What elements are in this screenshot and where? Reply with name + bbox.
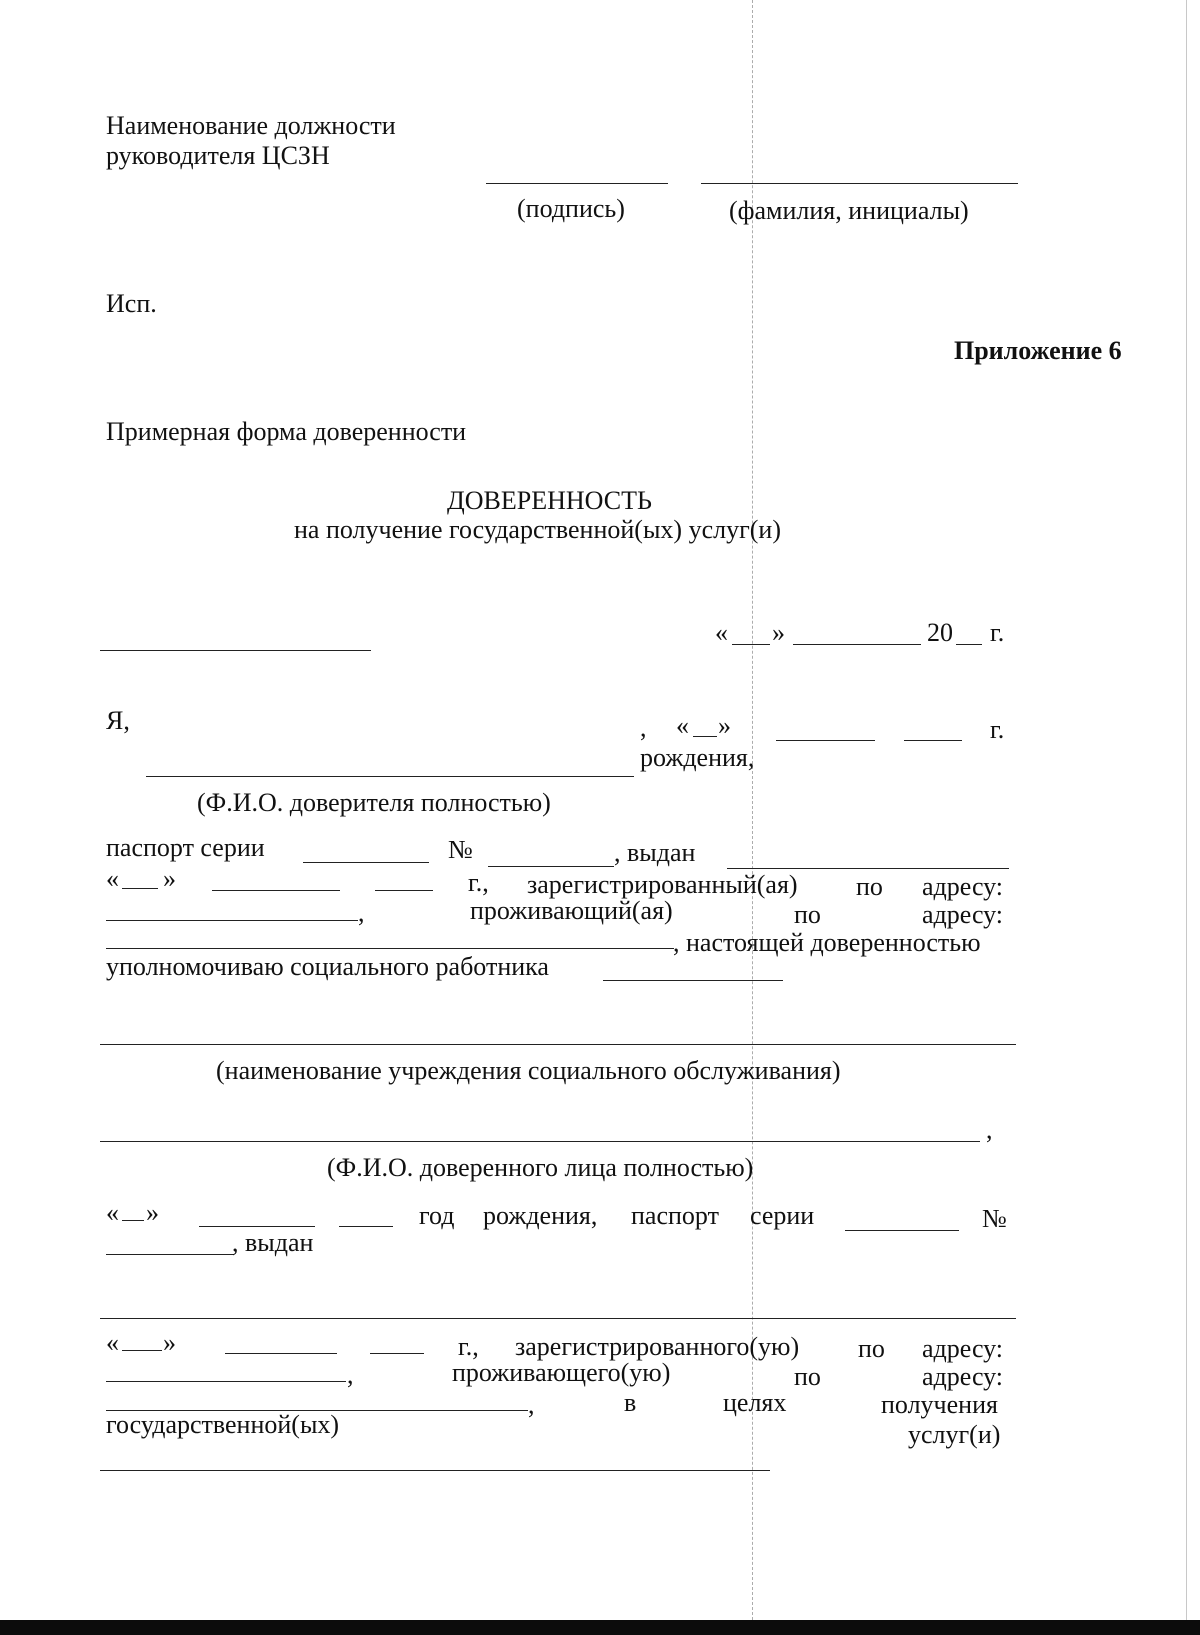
agent-issue-year-line bbox=[370, 1353, 424, 1354]
agent-issue-day-line bbox=[122, 1350, 162, 1351]
agent-series-line bbox=[845, 1230, 959, 1231]
issue-year-reg: г., bbox=[468, 868, 489, 897]
authorize-label: уполномочиваю социального работника bbox=[106, 952, 549, 981]
passport-series-label: паспорт серии bbox=[106, 833, 265, 862]
agent-month-line bbox=[199, 1226, 315, 1227]
passport-number-line bbox=[488, 866, 614, 867]
hereby-label: , настоящей доверенностью bbox=[673, 928, 981, 957]
birth-day-line bbox=[693, 736, 717, 737]
birth-month-line bbox=[776, 740, 875, 741]
date-day-open: « bbox=[715, 618, 728, 647]
issue-day-line bbox=[122, 888, 158, 889]
executor-label: Исп. bbox=[106, 289, 157, 318]
principal-comma: , bbox=[640, 713, 647, 742]
birth-day-open: « bbox=[676, 711, 689, 740]
reg-address-comma: , bbox=[358, 898, 365, 927]
agent-issue-day-open: « bbox=[106, 1328, 119, 1357]
registered-address: адресу: bbox=[922, 872, 1004, 901]
name-caption: (фамилия, инициалы) bbox=[729, 196, 969, 225]
position-label-line2: руководителя ЦСЗН bbox=[106, 141, 330, 170]
passport-issued-label: , выдан bbox=[614, 838, 696, 867]
residing-by: по bbox=[794, 900, 821, 929]
name-line bbox=[701, 183, 1018, 184]
agent-number-sign: № bbox=[982, 1204, 1007, 1233]
page-edge bbox=[1186, 0, 1187, 1620]
agent-year-birth: год bbox=[419, 1201, 455, 1230]
agent-residing-address: адресу: bbox=[922, 1362, 1004, 1391]
agent-year-line bbox=[339, 1226, 393, 1227]
signature-caption: (подпись) bbox=[517, 194, 625, 223]
principal-name-line bbox=[146, 776, 634, 777]
institution-line bbox=[100, 1044, 1016, 1045]
document-title: ДОВЕРЕННОСТЬ bbox=[447, 486, 652, 515]
signature-line bbox=[486, 183, 668, 184]
birth-year-suffix: г. bbox=[990, 715, 1005, 744]
birth-day-close: » bbox=[718, 711, 731, 740]
agent-issue-month-line bbox=[225, 1353, 337, 1354]
appendix-label: Приложение 6 bbox=[954, 336, 1122, 365]
state-label: государственной(ых) bbox=[106, 1410, 340, 1439]
date-year-suffix: г. bbox=[990, 618, 1005, 647]
agent-issue-day-close: » bbox=[163, 1328, 176, 1357]
issue-month-line bbox=[212, 890, 340, 891]
issue-year-line bbox=[375, 890, 433, 891]
agent-reg-address-line bbox=[106, 1381, 346, 1382]
birth-year-line bbox=[904, 740, 962, 741]
agent-passport: паспорт bbox=[631, 1201, 719, 1230]
registered-by: по bbox=[856, 872, 883, 901]
page-fold-line bbox=[752, 0, 753, 1620]
agent-day-line bbox=[122, 1220, 144, 1221]
agent-issue-year-reg: г., bbox=[458, 1332, 479, 1361]
document-subtitle: на получение государственной(ых) услуг(и) bbox=[294, 515, 781, 544]
date-month-line bbox=[793, 644, 921, 645]
agent-registered-address: адресу: bbox=[922, 1334, 1004, 1363]
services-label: услуг(и) bbox=[908, 1420, 1001, 1449]
place-line bbox=[100, 650, 371, 651]
purpose-label: целях bbox=[723, 1388, 787, 1417]
date-day-line bbox=[732, 644, 770, 645]
agent-caption: (Ф.И.О. доверенного лица полностью) bbox=[327, 1153, 754, 1182]
purpose-in: в bbox=[624, 1388, 637, 1417]
residing-label: проживающий(ая) bbox=[470, 896, 673, 925]
passport-series-line bbox=[303, 862, 429, 863]
agent-day-close: » bbox=[146, 1198, 159, 1227]
position-label-line1: Наименование должности bbox=[106, 111, 396, 140]
agent-registered: зарегистрированного(ую) bbox=[515, 1332, 800, 1361]
agent-residence-comma: , bbox=[528, 1390, 535, 1419]
agent-residing: проживающего(ую) bbox=[452, 1358, 671, 1387]
agent-residing-by: по bbox=[794, 1362, 821, 1391]
services-line bbox=[100, 1470, 770, 1471]
residence-address-line bbox=[106, 948, 674, 949]
date-year-line bbox=[956, 644, 982, 645]
trailing-comma: , bbox=[986, 1115, 993, 1144]
passport-issuer-line bbox=[727, 868, 1009, 869]
agent-registered-by: по bbox=[858, 1334, 885, 1363]
scan-bottom-edge bbox=[0, 1620, 1200, 1635]
principal-pronoun: Я, bbox=[106, 706, 130, 735]
passport-number-sign: № bbox=[448, 835, 473, 864]
date-century: 20 bbox=[927, 618, 953, 647]
agent-issued: , выдан bbox=[232, 1228, 314, 1257]
birth-word: рождения, bbox=[640, 743, 755, 772]
agent-series: серии bbox=[750, 1201, 815, 1230]
agent-issuer-line bbox=[100, 1318, 1016, 1319]
agent-day-open: « bbox=[106, 1198, 119, 1227]
residing-address: адресу: bbox=[922, 900, 1004, 929]
receiving-label: получения bbox=[881, 1390, 998, 1419]
reg-address-line bbox=[106, 920, 358, 921]
institution-caption: (наименование учреждения социального обслуживания) bbox=[216, 1056, 841, 1085]
agent-birth: рождения, bbox=[483, 1201, 598, 1230]
agent-reg-comma: , bbox=[347, 1360, 354, 1389]
issue-day-close: » bbox=[163, 864, 176, 893]
agent-name-line bbox=[100, 1141, 980, 1142]
issue-day-open: « bbox=[106, 864, 119, 893]
social-worker-line bbox=[603, 980, 783, 981]
principal-caption: (Ф.И.О. доверителя полностью) bbox=[197, 788, 551, 817]
date-day-close: » bbox=[772, 618, 785, 647]
registered-label: зарегистрированный(ая) bbox=[527, 870, 798, 899]
form-caption: Примерная форма доверенности bbox=[106, 417, 467, 446]
agent-number-line bbox=[106, 1254, 234, 1255]
